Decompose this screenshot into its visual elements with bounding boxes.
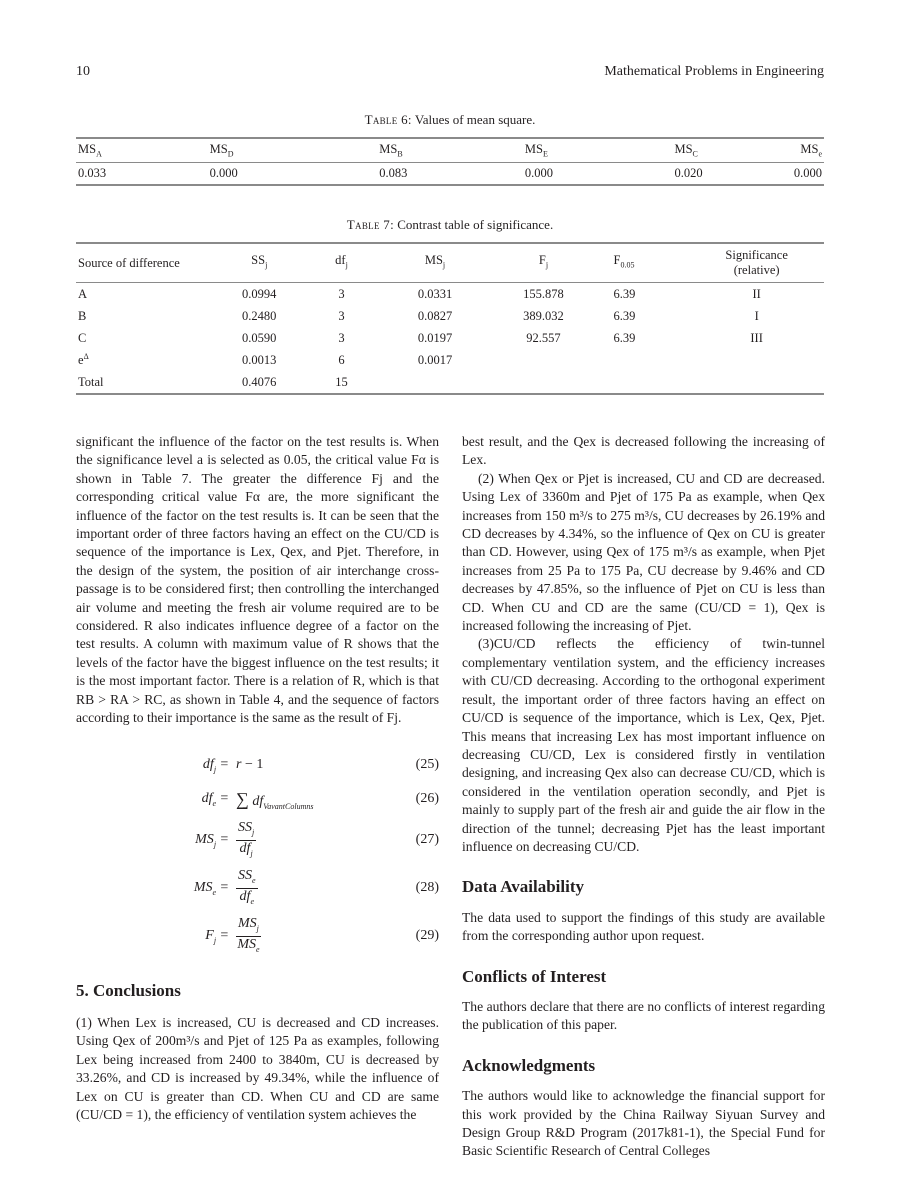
cell-ss: 0.2480 [242, 308, 277, 323]
conclusion-paragraph-2: (2) When Qex or Pjet is increased, CU and CD are decreased. Using Lex of 3360m and Pjet of 175 Pa as example, when Qex increases from 150 m³/s to 275 m³/s, CU decreases by 26.19% and CD decreases by 4.34%, so the influence of Qex on CU is greater than CD. However, using Qex of 175 m³/s as example, when Pjet increases from 25 Pa to 175 Pa, CU decrease by 9.46% and CD decreases by 47.85%, so the influence of Pjet on CU is less than CD. When CU and CD are the same (CU/CD = 1), Qex is increased following the increasing of Pjet. [462, 470, 825, 634]
cell-df: 15 [335, 374, 348, 389]
header-source: Source of difference [78, 255, 180, 270]
page-header [76, 64, 824, 84]
table-row [76, 327, 824, 349]
table-cell: 0.000 [209, 165, 238, 180]
equation-28: $MS_e$ = $\frac{SS_e}{df_e}$ (28) [193, 867, 439, 907]
acknowledgments-paragraph: The authors would like to acknowledge the financial support for this work provided by the China Railway Siyuan Survey and Design Group R&D Program (2017k81-1), the Special Fund for Basic Scientific Research of Central Colleges [462, 1088, 825, 1159]
cell-significance [689, 349, 824, 371]
journal-title: Mathematical Problems in Engineering [604, 64, 824, 79]
cell-f: 389.032 [523, 308, 564, 323]
cell-f005 [600, 349, 690, 371]
conflicts-paragraph: The authors declare that there are no conflicts of interest regarding the publication of this paper. [462, 998, 825, 1033]
cell-source: C [78, 330, 87, 345]
table-row [76, 371, 824, 394]
cell-significance: I [754, 308, 759, 323]
table-6-mean-square [76, 137, 824, 186]
equation-29: $F_j$ = $\frac{MS_j}{MS_e}$ (29) [205, 915, 439, 955]
table-7-significance [76, 242, 824, 395]
cell-ms [383, 371, 488, 394]
header-significance: Significance (relative) [725, 248, 788, 277]
table-header-row [76, 243, 824, 283]
cell-df: 6 [338, 352, 345, 367]
section-heading-data-availability: Data Availability [462, 877, 584, 897]
cell-ms: 0.0331 [417, 286, 453, 301]
cell-ss: 0.4076 [242, 374, 277, 389]
table-row [76, 162, 824, 185]
cell-df: 3 [338, 308, 345, 323]
table-cell: 0.000 [793, 165, 822, 180]
header-cell: $MS_A$ [78, 142, 102, 159]
cell-f [487, 371, 599, 394]
cell-f005: 6.39 [613, 286, 636, 301]
table7-caption: Table 7: Contrast table of significance. [346, 217, 554, 232]
right-column [462, 433, 825, 1161]
equation-26: $df_e$ = ∑ $df_{VavantColumns}$ (26) [201, 788, 439, 811]
cell-significance: III [750, 330, 763, 345]
cell-df: 3 [338, 330, 345, 345]
cell-ms: 0.0197 [417, 330, 453, 345]
conclusion-paragraph-1: (1) When Lex is increased, CU is decreased and CD increases. Using Qex of 200m³/s and Pjet of 125 Pa as examples, following Lex being increased from 2400 to 3840m, CU is decreased by 33.26%, and CD is increased by 49.34%, while the influence of Lex on CU is greater than CD. When CU and CD are same (CU/CD = 1), the efficiency of ventilation system achieves the [76, 1014, 439, 1122]
cell-ss: 0.0590 [242, 330, 277, 345]
data-availability-paragraph: The data used to support the findings of this study are available from the corresponding author upon request. [462, 909, 825, 944]
cell-f [487, 349, 599, 371]
table-cell: 0.000 [524, 165, 553, 180]
section-heading-conflicts: Conflicts of Interest [462, 966, 607, 986]
section-heading-conclusions: 5. Conclusions [76, 980, 181, 1000]
conclusion-paragraph-1-cont: best result, and the Qex is decreased following the increasing of Lex. [462, 434, 825, 468]
equation-25: $df_j$ = r − 1 (25) [202, 756, 439, 774]
header-cell: $MS_D$ [209, 142, 234, 159]
cell-ss: 0.0013 [242, 352, 277, 367]
cell-significance: II [752, 286, 761, 301]
cell-source: A [78, 286, 88, 301]
cell-significance [689, 371, 824, 394]
table-row [76, 283, 824, 306]
cell-source: B [78, 308, 87, 323]
table-cell: 0.033 [78, 165, 107, 180]
cell-f: 155.878 [523, 286, 564, 301]
cell-f005: 6.39 [613, 308, 636, 323]
table-row [76, 349, 824, 371]
table6-caption: Table 6: Values of mean square. [364, 112, 536, 127]
header-f005: $F_{0.05}$ [613, 253, 635, 270]
table-cell: 0.020 [674, 165, 703, 180]
header-cell: $MS_C$ [674, 142, 698, 159]
cell-f005 [600, 371, 690, 394]
header-f: $F_j$ [538, 253, 549, 270]
header-df: $df_j$ [335, 253, 348, 270]
cell-ss: 0.0994 [242, 286, 277, 301]
left-column [76, 433, 439, 1124]
table-cell: 0.083 [379, 165, 408, 180]
cell-f005: 6.39 [613, 330, 636, 345]
header-cell: $MS_E$ [524, 142, 548, 159]
header-ms: $MS_j$ [424, 253, 446, 270]
page-number: 10 [76, 64, 90, 79]
cell-source: Total [78, 374, 104, 389]
body-paragraph: significant the influence of the factor on the test results is. When the significance level a is selected as 0.05, the critical value Fα is shown in Table 7. The greater the difference Fj and the corresponding critical value Fα are, the more significant the influence of the factor on the test results is. It can be seen that the important order of three factors having an effect on the CU/CD is sequence of the importance is Lex, Qex, and Pjet. Therefore, in the design of the system, the position of air interchange cross-passage is to be considered first; then controlling the interchanged air volume and meeting the fresh air volume required are to be considered. R also indicates influence degree of a factor on the test results. A column with maximum value of R shows that the levels of the factor have the biggest influence on the test results; it is the most important factor. There is a relation of R, which is that RB > RA > RC, as shown in Table 4, and the sequence of factors according to their importance is the same as the result of Fj. [76, 434, 439, 726]
cell-ms: 0.0827 [417, 308, 453, 323]
section-heading-acknowledgments: Acknowledgments [462, 1055, 596, 1075]
table-row [76, 305, 824, 327]
header-cell: $MS_e$ [800, 142, 822, 159]
header-cell: $MS_B$ [379, 142, 403, 159]
equations-block [76, 750, 439, 962]
table-header-row [76, 138, 824, 162]
conclusion-paragraph-3: (3)CU/CD reflects the efficiency of twin-tunnel complementary ventilation system, and the efficiency increases with CU/CD decreasing. According to the orthogonal experiment result, the important order of three factors having an effect on CU/CD is sequence of the importance, which is Lex, Qex, Pjet. This means that increasing Lex has most important influence on decreasing CU/CD, Lex is considered firstly in ventilation designing, and increasing Qex also can decrease CU/CD, which is considered in the ventilation operation secondly, and Pjet is mainly to supply part of the fresh air and guide the air flow in the direction of the tunnel; decreasing Pjet has the least important influence on decreasing CU/CD. [462, 636, 825, 854]
cell-ms: 0.0017 [417, 352, 453, 367]
cell-source: $e^\Delta$ [78, 351, 89, 368]
equation-27: $MS_j$ = $\frac{SS_j}{df_j}$ (27) [195, 819, 439, 859]
cell-f: 92.557 [526, 330, 561, 345]
header-ss: $SS_j$ [251, 253, 268, 270]
cell-df: 3 [338, 286, 345, 301]
